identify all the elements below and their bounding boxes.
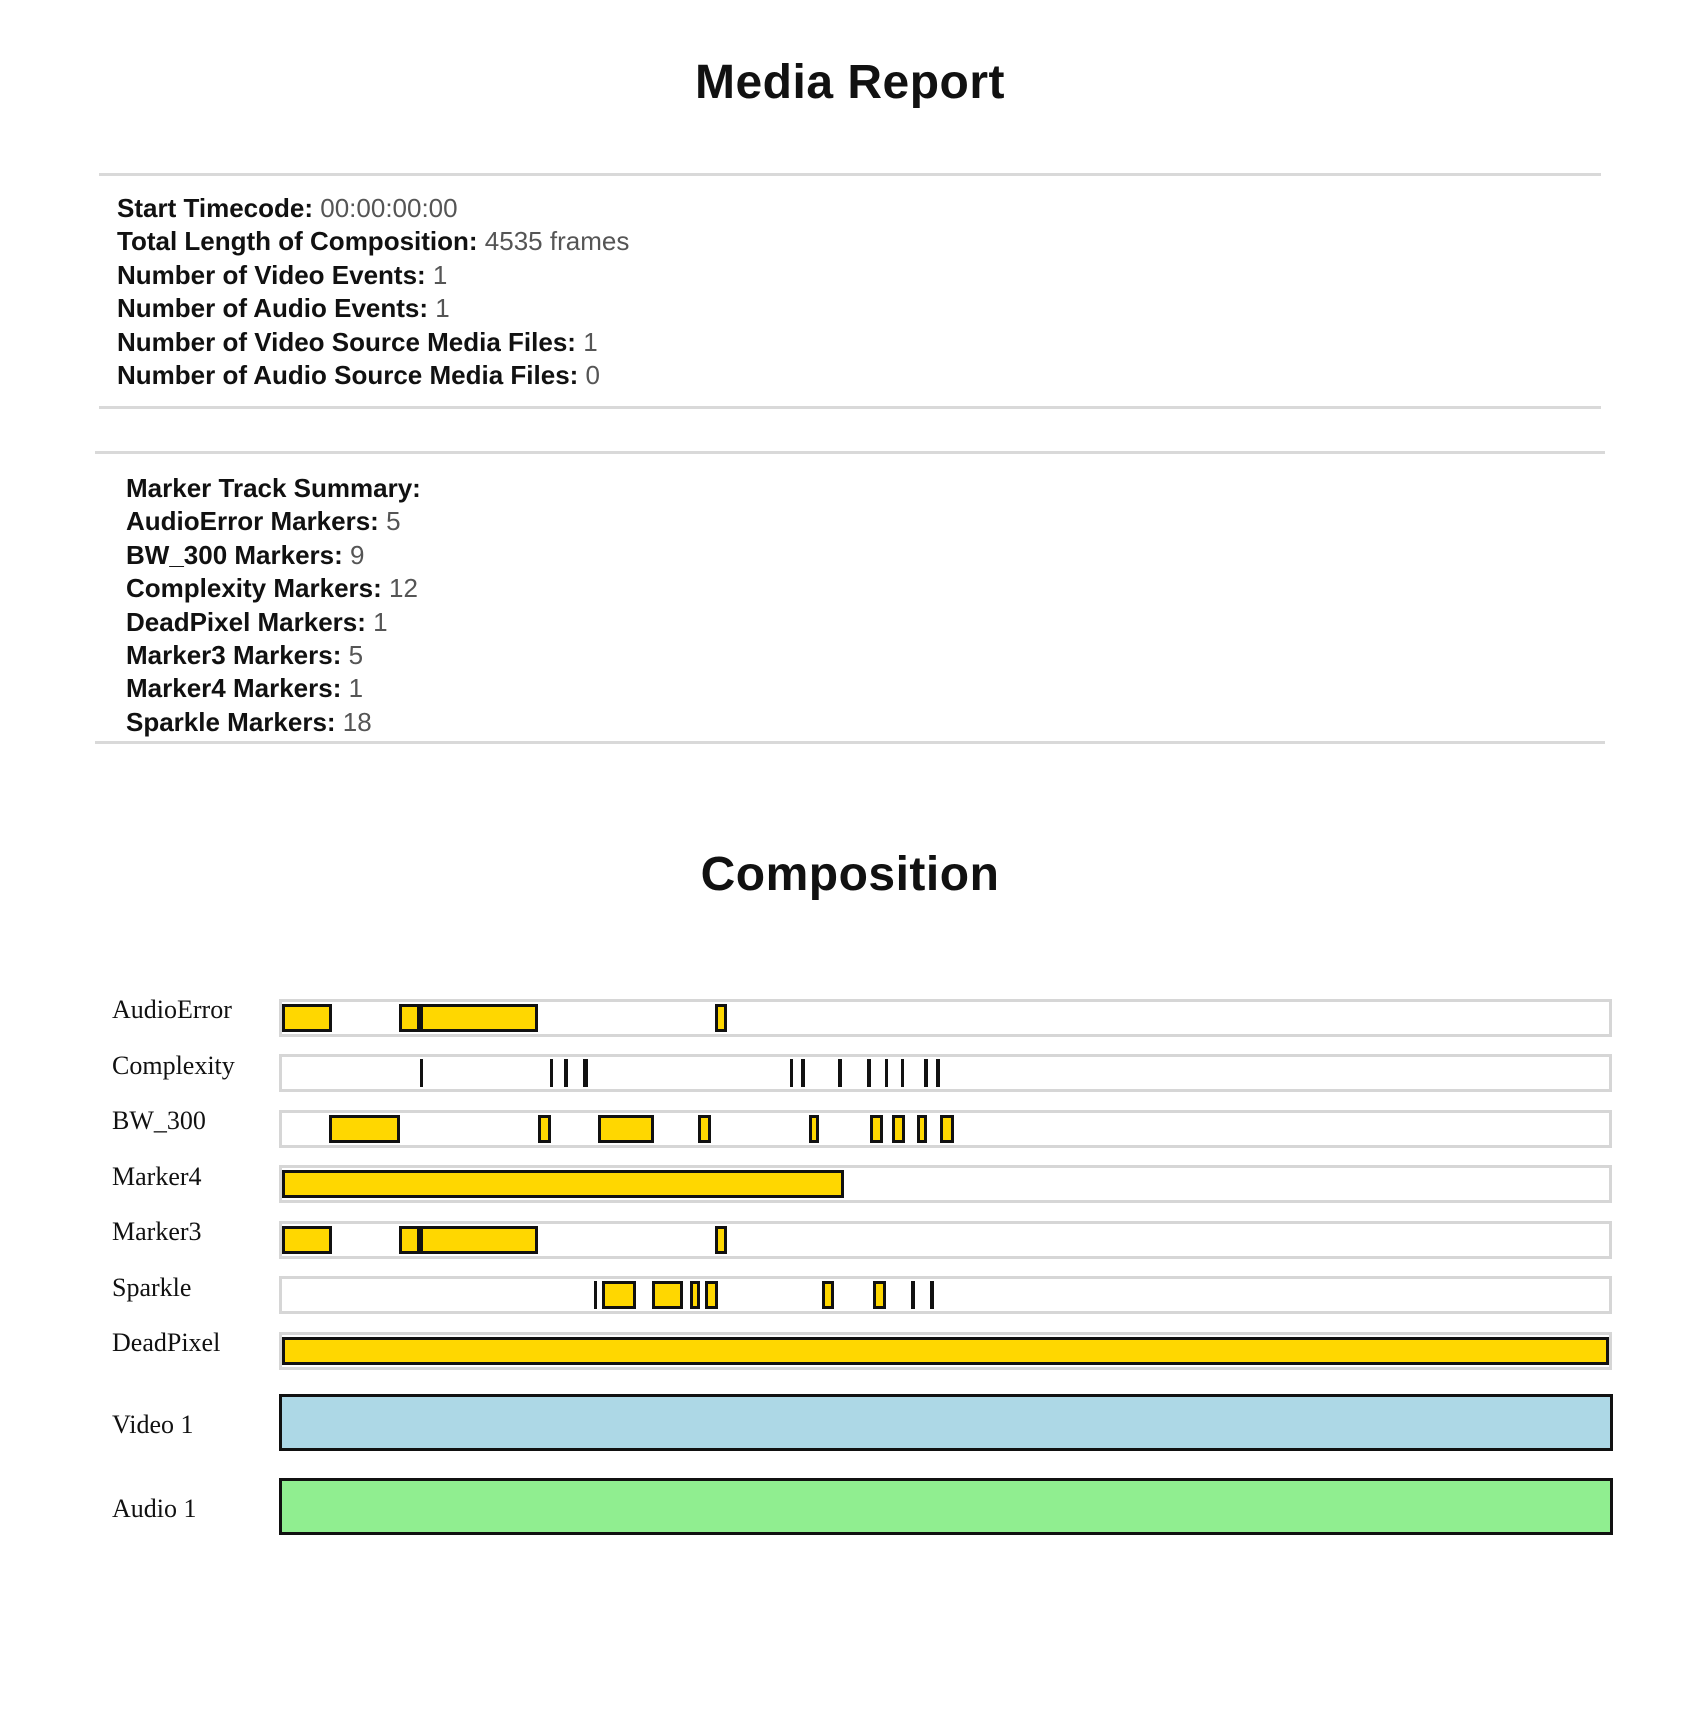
marker [329, 1115, 401, 1143]
marker-summary-value: 5 [386, 506, 401, 537]
track-label-audioerror: AudioError [112, 995, 232, 1024]
marker [940, 1115, 953, 1143]
track-marker3 [279, 1221, 1612, 1259]
total-length-row [117, 225, 629, 258]
marker [901, 1059, 905, 1087]
marker-track-summary [126, 472, 421, 739]
track-deadpixel [279, 1332, 1612, 1370]
marker [399, 1004, 420, 1032]
divider [99, 406, 1601, 409]
marker-summary-row [126, 539, 421, 572]
total-length-label: Total Length of Composition: [117, 226, 478, 257]
track-label-deadpixel: DeadPixel [112, 1328, 221, 1357]
marker [911, 1281, 915, 1309]
marker [550, 1059, 554, 1087]
track-bw300 [279, 1110, 1612, 1148]
video-sources-row [117, 326, 629, 359]
marker [583, 1059, 587, 1087]
page-title: Media Report [694, 56, 1006, 109]
marker [917, 1115, 927, 1143]
marker-summary-row [126, 606, 421, 639]
track-label-audio-1: Audio 1 [112, 1494, 197, 1523]
video-events-row [117, 259, 629, 292]
marker [930, 1281, 934, 1309]
track-marker4 [279, 1165, 1612, 1203]
marker-summary-heading: Marker Track Summary: [126, 473, 421, 503]
track-complexity [279, 1054, 1612, 1092]
marker-summary-row [126, 672, 421, 705]
marker [924, 1059, 928, 1087]
divider [99, 173, 1601, 176]
marker-summary-label: AudioError Markers: [126, 506, 379, 537]
marker-summary-heading-row [126, 472, 421, 505]
video-track-1 [279, 1394, 1613, 1451]
start-timecode-value: 00:00:00:00 [320, 193, 458, 223]
track-label-bw300: BW_300 [112, 1106, 206, 1135]
marker [705, 1281, 718, 1309]
divider [95, 451, 1605, 454]
marker [564, 1059, 568, 1087]
track-label-video-1: Video 1 [112, 1410, 194, 1439]
marker [598, 1115, 654, 1143]
marker [420, 1226, 539, 1254]
marker [538, 1115, 551, 1143]
marker [652, 1281, 683, 1309]
marker-summary-label: DeadPixel Markers: [126, 606, 366, 637]
marker-summary-value: 9 [350, 539, 365, 570]
marker [698, 1115, 711, 1143]
video-sources-value: 1 [583, 326, 598, 357]
audio-sources-value: 0 [585, 360, 601, 391]
marker [885, 1059, 889, 1087]
marker [594, 1281, 598, 1309]
marker-summary-label: Marker4 Markers: [126, 673, 342, 704]
marker [838, 1059, 842, 1087]
marker [801, 1059, 805, 1087]
track-label-marker3: Marker3 [112, 1217, 202, 1246]
marker-summary-value: 1 [373, 606, 388, 637]
marker [715, 1004, 727, 1032]
track-sparkle [279, 1276, 1612, 1314]
composition-title: Composition [700, 848, 1000, 901]
start-timecode-row [117, 192, 629, 225]
marker [867, 1059, 871, 1087]
marker [282, 1004, 332, 1032]
marker [420, 1004, 539, 1032]
marker-summary-value: 18 [342, 706, 372, 737]
marker [420, 1059, 424, 1087]
marker [602, 1281, 636, 1309]
marker [399, 1226, 420, 1254]
audio-sources-label: Number of Audio Source Media Files: [117, 360, 579, 391]
marker [282, 1170, 844, 1198]
track-audioerror [279, 999, 1612, 1037]
marker-summary-value: 1 [348, 673, 364, 704]
marker [873, 1281, 886, 1309]
marker-summary-row [126, 572, 421, 605]
total-length-value: 4535 frames [484, 226, 630, 257]
marker [809, 1115, 819, 1143]
marker [790, 1059, 794, 1087]
marker [690, 1281, 700, 1309]
marker-summary-label: Complexity Markers: [126, 573, 382, 604]
marker-summary-label: Marker3 Markers: [126, 640, 342, 671]
video-events-value: 1 [432, 259, 448, 290]
marker [822, 1281, 834, 1309]
divider [95, 741, 1605, 744]
report-info [117, 192, 629, 392]
marker [282, 1226, 332, 1254]
track-label-complexity: Complexity [112, 1051, 235, 1080]
marker [715, 1226, 727, 1254]
marker-summary-value: 12 [389, 573, 418, 604]
marker [282, 1337, 1609, 1365]
marker-summary-row [126, 639, 421, 672]
video-events-label: Number of Video Events: [117, 259, 426, 290]
audio-sources-row [117, 359, 629, 392]
marker [936, 1059, 940, 1087]
marker-summary-label: Sparkle Markers: [126, 706, 336, 737]
marker-summary-row [126, 706, 421, 739]
marker-summary-value: 5 [348, 640, 364, 671]
start-timecode-label: Start Timecode: [117, 193, 314, 223]
audio-events-value: 1 [435, 293, 450, 324]
track-label-sparkle: Sparkle [112, 1273, 192, 1302]
audio-events-row [117, 292, 629, 325]
marker-summary-label: BW_300 Markers: [126, 539, 343, 570]
marker [870, 1115, 883, 1143]
marker-summary-row [126, 505, 421, 538]
audio-events-label: Number of Audio Events: [117, 293, 429, 324]
video-sources-label: Number of Video Source Media Files: [117, 326, 576, 357]
track-label-marker4: Marker4 [112, 1162, 202, 1191]
marker [892, 1115, 905, 1143]
audio-track-1 [279, 1478, 1613, 1535]
